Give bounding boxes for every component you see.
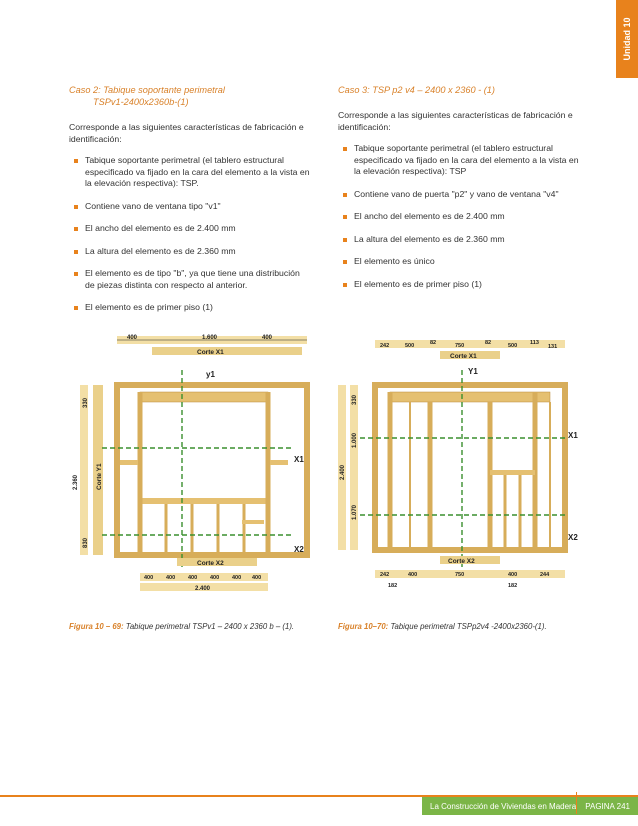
corte-x1-label: Corte X1 [197, 349, 224, 356]
dim-bottom-4: 244 [540, 572, 550, 578]
unit-label: Unidad 10 [622, 17, 632, 61]
dim-top-0: 400 [127, 335, 138, 341]
figure-69-caption [69, 622, 294, 631]
corte-x2-label: Corte X2 [197, 560, 224, 567]
side-1: 830 [83, 537, 89, 548]
figure-69-text: Tabique perimetral TSPv1 – 2400 x 2360 b – (1). [123, 622, 295, 631]
corte-y1-label: Corte Y1 [96, 463, 103, 490]
corte-x1-label: Corte X1 [450, 353, 477, 360]
side-total: 2.360 [73, 474, 79, 490]
dim-top-4: 82 [485, 340, 492, 346]
case2-title [69, 84, 311, 108]
footer-title: La Construcción de Viviendas en Madera [430, 801, 577, 811]
dim-top-1: 500 [405, 343, 415, 349]
dim-top-1: 1.600 [202, 335, 218, 341]
list-item: Contiene vano de ventana tipo "v1" [69, 201, 311, 213]
corte-x2-label: Corte X2 [448, 558, 475, 565]
dim-bottom-5: 400 [252, 575, 262, 581]
side-0: 330 [83, 397, 89, 408]
list-item: El ancho del elemento es de 2.400 mm [338, 211, 580, 223]
side-total: 2.400 [340, 464, 346, 480]
list-item: El ancho del elemento es de 2.400 mm [69, 223, 311, 235]
x2-label: X2 [568, 533, 578, 542]
x1-label: X1 [294, 455, 304, 464]
dim-top-3: 750 [455, 343, 465, 349]
list-item: Tabique soportante perimetral (el tablero estructural especificado va fijado en la cara del elemento a la vista en la elevación respectiva): TSP. [69, 155, 311, 190]
list-item: El elemento es de primer piso (1) [69, 302, 311, 314]
y1-label: y1 [206, 370, 215, 379]
dim-top-5: 500 [508, 343, 518, 349]
dim-top-7: 131 [548, 344, 558, 350]
figure-70-label: Figura 10–70: [338, 622, 389, 631]
figure-70-caption [338, 622, 547, 631]
list-item: El elemento es de tipo "b", ya que tiene una distribución de piezas distinta con respecto al anterior. [69, 268, 311, 291]
dim-top-6: 113 [530, 340, 539, 346]
dim-bottom-2: 400 [188, 575, 198, 581]
x1-label: X1 [568, 431, 578, 440]
side-0: 330 [352, 394, 358, 405]
dim-bottom-0: 400 [144, 575, 154, 581]
figure-70-text: Tabique perimetral TSPp2v4 -2400x2360-(1). [388, 622, 547, 631]
dim-bottom-3: 400 [210, 575, 220, 581]
dim-bottom-4: 400 [232, 575, 242, 581]
dim-bottom-total: 2.400 [195, 586, 211, 592]
figure-69-drawing [62, 330, 312, 610]
dim-bottom2-1: 182 [508, 583, 518, 589]
dim-top-2: 82 [430, 340, 437, 346]
footer-bar [422, 797, 638, 815]
dim-bottom-1: 400 [166, 575, 176, 581]
page-number: PAGINA 241 [585, 801, 630, 811]
case2-intro: Corresponde a las siguientes características de fabricación e identificación: [69, 122, 304, 144]
dim-bottom-3: 400 [508, 572, 518, 578]
y1-label: Y1 [468, 367, 478, 376]
case3-intro: Corresponde a las siguientes características de fabricación e identificación: [338, 110, 573, 132]
list-item: La altura del elemento es de 2.360 mm [338, 234, 580, 246]
case3-title: Caso 3: TSP p2 v4 – 2400 x 2360 - (1) [338, 85, 495, 95]
side-2: 1.070 [352, 504, 358, 520]
case2-bullets [69, 155, 311, 314]
right-column [338, 84, 580, 301]
dim-bottom2-0: 182 [388, 583, 398, 589]
case3-bullets [338, 143, 580, 290]
x2-label: X2 [294, 545, 304, 554]
dim-top-0: 242 [380, 343, 390, 349]
dim-bottom-2: 750 [455, 572, 465, 578]
list-item: La altura del elemento es de 2.360 mm [69, 246, 311, 258]
list-item: El elemento es único [338, 256, 580, 268]
list-item: Tabique soportante perimetral (el tablero estructural especificado va fijado en la cara del elemento a la vista en la elevación respectiva): TSP [338, 143, 580, 178]
figure-70-drawing [330, 330, 585, 610]
case2-subtitle: TSPv1-2400x2360b-(1) [93, 97, 189, 107]
unit-tab [616, 0, 638, 78]
figure-69-label: Figura 10 – 69: [69, 622, 124, 631]
list-item: El elemento es de primer piso (1) [338, 279, 580, 291]
left-column [69, 84, 311, 325]
list-item: Contiene vano de puerta "p2" y vano de ventana "v4" [338, 189, 580, 201]
dim-top-2: 400 [262, 335, 273, 341]
dim-bottom-0: 242 [380, 572, 390, 578]
side-1: 1.000 [352, 432, 358, 448]
dim-bottom-1: 400 [408, 572, 418, 578]
case2-title-text: Caso 2: Tabique soportante perimetral [69, 85, 225, 95]
